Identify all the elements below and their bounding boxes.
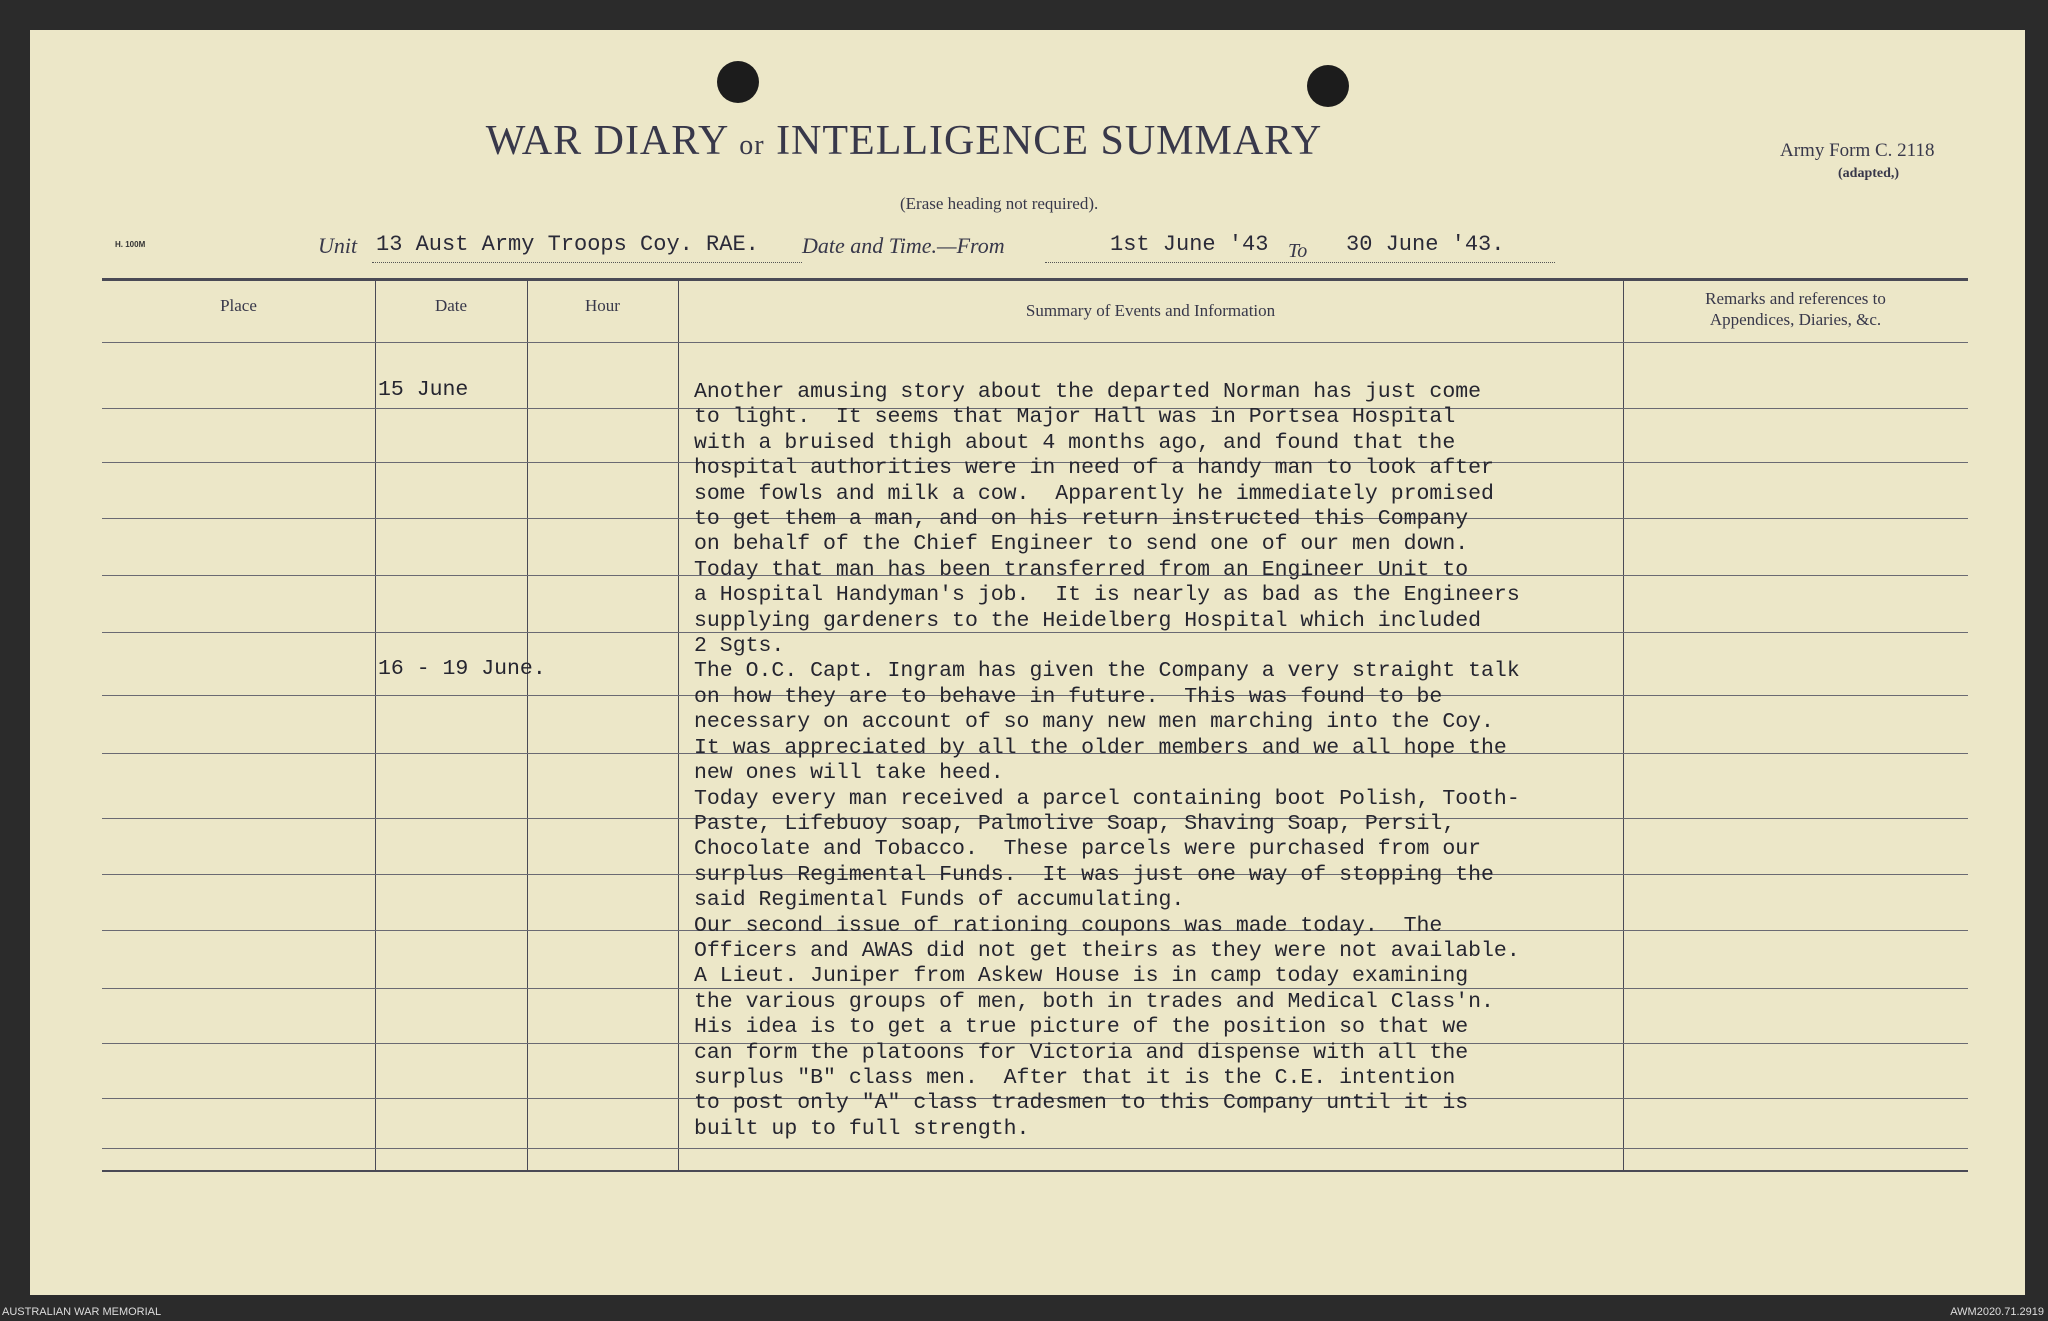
column-divider-date-hour [527, 280, 528, 1170]
summary-line: to post only "A" class tradesmen to this Company until it is [694, 1091, 1469, 1116]
summary-line: new ones will take heed. [694, 761, 1004, 786]
entry-date: 16 - 19 June. [378, 657, 546, 681]
adapted-note: (adapted,) [1838, 166, 1900, 181]
date-dotted-line [1045, 262, 1555, 263]
summary-line: 2 Sgts. [694, 634, 785, 659]
summary-line: Chocolate and Tobacco. These parcels were purchased from our [694, 837, 1482, 862]
summary-line: Paste, Lifebuoy soap, Palmolive Soap, Shaving Soap, Persil, [694, 811, 1456, 836]
column-header-summary: Summary of Events and Information [1025, 301, 1276, 320]
summary-line: A Lieut. Juniper from Askew House is in camp today examining [694, 964, 1469, 989]
date-to: 30 June '43. [1346, 232, 1505, 257]
footer-accession-number: AWM2020.71.2919 [1950, 1306, 2044, 1318]
date-time-label: Date and Time.—From [802, 233, 1005, 258]
summary-line: the various groups of men, both in trades and Medical Class'n. [694, 989, 1494, 1014]
column-header-remarks [1623, 288, 1968, 330]
column-divider-hour-summary [678, 280, 679, 1170]
remarks-header-line1: Remarks and references to [1705, 289, 1886, 308]
summary-line: on how they are to behave in future. This was found to be [694, 684, 1443, 709]
summary-line: to light. It seems that Major Hall was in Portsea Hospital [694, 405, 1456, 430]
army-form-number: Army Form C. 2118 [1780, 140, 1935, 161]
summary-line: a Hospital Handyman's job. It is nearly as bad as the Engineers [694, 583, 1520, 608]
unit-value: 13 Aust Army Troops Coy. RAE. [376, 232, 759, 257]
print-code: H. 100M [115, 240, 146, 249]
summary-line: built up to full strength. [694, 1116, 1030, 1141]
summary-line: can form the platoons for Victoria and dispense with all the [694, 1040, 1469, 1065]
summary-line: necessary on account of so many new men marching into the Coy. [694, 710, 1494, 735]
row-rule [102, 342, 1968, 343]
summary-line: Today every man received a parcel containing boot Polish, Tooth- [694, 786, 1520, 811]
form-title [0, 117, 1928, 165]
column-divider-summary-remarks [1623, 280, 1624, 1170]
table-bottom-rule [102, 1170, 1968, 1172]
unit-label: Unit [318, 233, 358, 258]
summary-line: supplying gardeners to the Heidelberg Hospital which included [694, 608, 1482, 633]
title-intelligence-summary: INTELLIGENCE SUMMARY [776, 118, 1323, 164]
column-divider-place-date [375, 280, 376, 1170]
summary-line: on behalf of the Chief Engineer to send one of our men down. [694, 532, 1469, 557]
column-header-hour: Hour [585, 296, 620, 315]
row-rule [102, 1148, 1968, 1149]
summary-line: Our second issue of rationing coupons was made today. The [694, 913, 1443, 938]
unit-dotted-line [372, 262, 802, 263]
entry-date: 15 June [378, 378, 469, 402]
summary-line: surplus Regimental Funds. It was just one way of stopping the [694, 862, 1494, 887]
summary-line: to get them a man, and on his return instructed this Company [694, 507, 1469, 532]
footer-institution: AUSTRALIAN WAR MEMORIAL [2, 1306, 162, 1318]
summary-text [694, 380, 1520, 1142]
summary-line: some fowls and milk a cow. Apparently he immediately promised [694, 481, 1494, 506]
summary-line: Officers and AWAS did not get theirs as they were not available. [694, 938, 1520, 963]
summary-line: surplus "B" class men. After that it is the C.E. intention [694, 1065, 1456, 1090]
summary-line: Another amusing story about the departed Norman has just come [694, 380, 1482, 404]
summary-line: The O.C. Capt. Ingram has given the Company a very straight talk [694, 659, 1520, 684]
summary-line: Today that man has been transferred from an Engineer Unit to [694, 557, 1469, 582]
summary-line: It was appreciated by all the older members and we all hope the [694, 735, 1507, 760]
remarks-header-line2: Appendices, Diaries, &c. [1709, 310, 1882, 329]
column-header-place: Place [220, 296, 257, 315]
summary-line: His idea is to get a true picture of the position so that we [694, 1015, 1469, 1040]
punch-hole-left [717, 61, 759, 103]
summary-line: hospital authorities were in need of a handy man to look after [694, 456, 1494, 481]
title-war-diary: WAR DIARY [485, 118, 728, 164]
summary-line: said Regimental Funds of accumulating. [694, 888, 1185, 913]
punch-hole-right [1307, 65, 1349, 107]
title-or: or [739, 130, 765, 161]
table-top-rule [102, 278, 1968, 281]
date-from: 1st June '43 [1110, 232, 1269, 257]
summary-line: with a bruised thigh about 4 months ago, and found that the [694, 430, 1456, 455]
column-header-date: Date [434, 296, 468, 315]
to-label: To [1288, 240, 1308, 262]
erase-note: (Erase heading not required). [900, 194, 1099, 213]
